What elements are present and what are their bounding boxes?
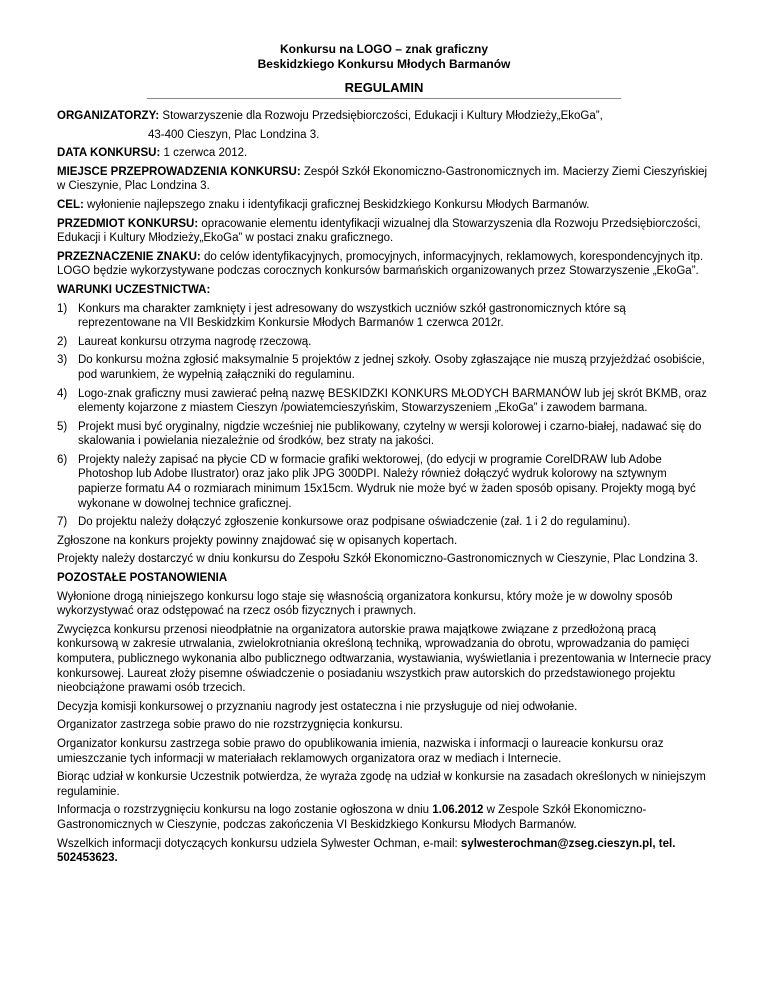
- list-item-number: 4): [57, 387, 68, 400]
- list-item: [57, 420, 711, 449]
- announcement-date: 1.06.2012: [432, 804, 484, 817]
- list-item: [57, 515, 711, 530]
- announcement-text-pre: Informacja o rozstrzygnięciu konkursu na logo zostanie ogłoszona w dniu: [57, 804, 433, 817]
- paragraph-provision: Biorąc udział w konkursie Uczestnik potwierdza, że wyraża zgodę na udział w konkursie na zasadach określonych w niniejszym regulaminie.: [57, 771, 706, 798]
- document-title-line1: Konkursu na LOGO – znak graficzny: [279, 42, 489, 56]
- regulamin-heading: REGULAMIN: [344, 80, 424, 95]
- list-item-text: Do projektu należy dołączyć zgłoszenie konkursowe oraz podpisane oświadczenie (zał. 1 i 2 do regulaminu).: [78, 516, 631, 529]
- paragraph-organizers: [57, 109, 711, 124]
- conditions-list: [57, 302, 711, 530]
- paragraph-provision: Wyłonione drogą niniejszego konkursu logo staje się własnością organizatora konkursu, który może je w dowolny sposób wykorzystywać oraz odstępować na rzecz osób fizycznych i prawnych.: [57, 590, 673, 618]
- place-label: MIEJSCE PRZEPROWADZENIA KONKURSU:: [57, 165, 301, 178]
- goal-text: wyłonienie najlepszego znaku i identyfikacji graficznej Beskidzkiego Konkursu Młodych Barmanów.: [83, 198, 590, 211]
- list-item: [57, 353, 711, 382]
- list-item-text: Projekty należy zapisać na płycie CD w formacie grafiki wektorowej, (do edycji w programie CorelDRAW lub Adobe Photoshop lub Adobe Ilustrator) oraz jako plik JPG 300DPI. Należy również dołączyć wydruk kolorowy na sztywnym papierze formatu A4 o rozmiarach minimum 15x15cm. Wydruk nie może być w żaden sposób opisany. Projekty mogą być wykonane w dowolnej technice graficznej.: [78, 453, 696, 510]
- list-item-number: 1): [57, 302, 68, 315]
- date-text: 1 czerwca 2012.: [160, 147, 248, 160]
- paragraph-provision: Zwycięzca konkursu przenosi nieodpłatnie na organizatora autorskie prawa majątkowe związane z przedłożoną pracą konkursową w zakresie utrwalania, zwielokrotniania określoną techniką, wprowadzania do obrotu, wprowadzania do pamięci komputera, publicznego wykonania albo publicznego odtwarzania, wystawiania, wyświetlania i prezentowania w Internecie pracy konkursowej. Laureat złoży pisemne oświadczenie o posiadaniu wszystkich praw autorskich do przedstawionego projektu nieobciążone prawami osób trzecich.: [57, 623, 711, 695]
- paragraph-subject: [57, 217, 711, 246]
- list-item-text: Laureat konkursu otrzyma nagrodę rzeczową.: [78, 335, 312, 348]
- paragraph-announcement: [57, 803, 711, 832]
- paragraph-provision: Decyzja komisji konkursowej o przyznaniu nagrody jest ostateczna i nie przysługuje od niej odwołanie.: [57, 700, 578, 713]
- paragraph-provision: Organizator konkursu zastrzega sobie prawo do opublikowania imienia, nazwiska i informacji o laureacie konkursu oraz umieszczanie tych informacji w materiałach reklamowych organizatora oraz w mediach i Internecie.: [57, 737, 664, 765]
- goal-label: CEL:: [57, 198, 84, 211]
- paragraph-delivery-note: Projekty należy dostarczyć w dniu konkursu do Zespołu Szkół Ekonomiczno-Gastronomicznych w Cieszynie, Plac Londzina 3.: [57, 553, 699, 566]
- paragraph-envelopes-note: Zgłoszone na konkurs projekty powinny znajdować się w opisanych kopertach.: [57, 534, 458, 547]
- subject-label: PRZEDMIOT KONKURSU:: [57, 217, 199, 230]
- contact-email-phone: sylwesterochman@zseg.cieszyn.pl, tel. 502453623.: [57, 837, 676, 865]
- list-item-number: 6): [57, 453, 68, 466]
- document-title-line2: Beskidzkiego Konkursu Młodych Barmanów: [257, 57, 511, 71]
- announcement-text-post: w Zespole Szkół Ekonomiczno-Gastronomicznych w Cieszynie, podczas zakończenia VI Beskidzkiego Konkursu Młodych Barmanów.: [57, 804, 647, 831]
- list-item-number: 3): [57, 354, 68, 367]
- list-item: [57, 387, 711, 416]
- contact-text: Wszelkich informacji dotyczących konkursu udziela Sylwester Ochman, e-mail:: [57, 837, 461, 850]
- list-item: [57, 335, 711, 350]
- paragraph-purpose: [57, 250, 711, 279]
- list-item-text: Do konkursu można zgłosić maksymalnie 5 projektów z jednej szkoły. Osoby zgłaszające nie muszą przyjeżdżać osobiście, pod warunkiem, że wypełnią załączniki do regulaminu.: [78, 354, 705, 381]
- paragraph-goal: [57, 198, 711, 213]
- paragraph-provision: Organizator zastrzega sobie prawo do nie rozstrzygnięcia konkursu.: [57, 719, 403, 732]
- paragraph-contact: [57, 837, 711, 866]
- purpose-text: do celów identyfikacyjnych, promocyjnych, informacyjnych, reklamowych, korespondencyjnych itp. LOGO będzie wykorzystywane podczas corocznych konkursów barmańskich organizowanych przez Stowarzyszenie „EkoGa”.: [57, 250, 704, 278]
- date-label: DATA KONKURSU:: [57, 147, 161, 160]
- organizers-text: Stowarzyszenie dla Rozwoju Przedsiębiorczości, Edukacji i Kultury Młodzieży„EkoGa”,: [159, 110, 603, 122]
- list-item-text: Konkurs ma charakter zamknięty i jest adresowany do wszystkich uczniów szkół gastronomicznych które są reprezentowane na VII Beskidzkim Konkursie Młodych Barmanów 1 czerwca 2012r.: [78, 302, 626, 330]
- organizers-address-line: 43-400 Cieszyn, Plac Londzina 3.: [148, 128, 320, 141]
- paragraph-date: [57, 146, 711, 161]
- list-item-number: 2): [57, 335, 68, 348]
- organizers-label: ORGANIZATORZY:: [57, 110, 160, 122]
- provisions-heading: POZOSTAŁE POSTANOWIENIA: [57, 572, 228, 585]
- list-item-number: 7): [57, 516, 68, 529]
- list-item-number: 5): [57, 420, 68, 433]
- place-text: Zespół Szkół Ekonomiczno-Gastronomicznych im. Macierzy Ziemi Cieszyńskiej w Cieszynie, Plac Londzina 3.: [57, 165, 708, 193]
- heading-divider: [147, 98, 621, 99]
- paragraph-place: [57, 165, 711, 194]
- list-item-text: Projekt musi być oryginalny, nigdzie wcześniej nie publikowany, czytelny w wersji kolorowej i czarno-białej, nadawać się do skalowania i powielania niezależnie od środków, bez straty na jakości.: [78, 420, 702, 448]
- list-item-text: Logo-znak graficzny musi zawierać pełną nazwę BESKIDZKI KONKURS MŁODYCH BARMANÓW lub jej skrót BKMB, oraz elementy kojarzone z miastem Cieszyn /powiatemcieszyńskim, Stowarzyszeniem „EkoGa” i zawodem barmana.: [78, 387, 707, 415]
- list-item: [57, 302, 711, 331]
- conditions-heading: WARUNKI UCZESTNICTWA:: [57, 283, 211, 296]
- purpose-label: PRZEZNACZENIE ZNAKU:: [57, 250, 201, 263]
- list-item: [57, 453, 711, 511]
- subject-text: opracowanie elementu identyfikacji wizualnej dla Stowarzyszenia dla Rozwoju Przedsiębiorczości, Edukacji i Kultury Młodzieży„EkoGa” w postaci znaku graficznego.: [57, 217, 701, 245]
